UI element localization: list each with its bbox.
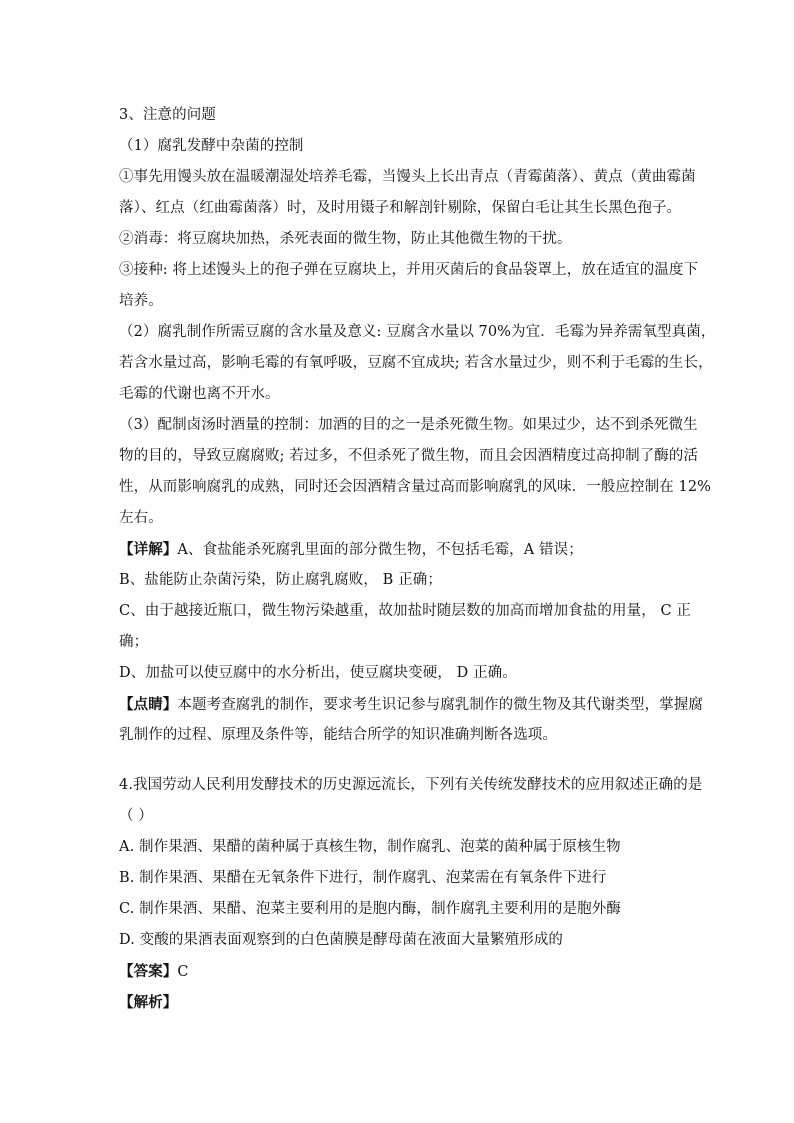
- detail-line: [119, 534, 679, 565]
- comment-tag: 【点睛】: [119, 696, 178, 713]
- analysis-line: [119, 987, 679, 1018]
- paragraph-line: 物的目的，导致豆腐腐败; 若过多，不但杀死了微生物，而且会因酒精度过高抑制了酶的活: [119, 448, 699, 464]
- answer-tag: 【答案】: [119, 963, 178, 980]
- section-gap: [119, 751, 679, 770]
- option-b: B. 制作果酒、果醋在无氧条件下进行，制作腐乳、泡菜需在有氧条件下进行: [119, 870, 607, 886]
- paragraph-line: 培养。: [119, 293, 163, 309]
- paragraph-line: 性，从而影响腐乳的成熟，同时还会因酒精含量过高而影响腐乳的风味．一般应控制在 12%: [119, 479, 712, 495]
- detail-text: A、食盐能杀死腐乳里面的部分微生物，不包括毛霉，A 错误；: [177, 542, 583, 558]
- paragraph-line: 毛霉的代谢也离不开水。: [119, 386, 280, 402]
- paragraph-line: （2）腐乳制作所需豆腐的含水量及意义: 豆腐含水量以 70%为宜．毛霉为异养需氧型真菌，: [119, 324, 716, 340]
- detail-tag: 【详解】: [119, 541, 178, 558]
- answer-line: [119, 956, 679, 987]
- paragraph-line: 左右。: [119, 510, 163, 526]
- subsection-title: （1）腐乳发酵中杂菌的控制: [119, 138, 304, 154]
- paragraph-line: ③接种: 将上述馒头上的孢子弹在豆腐块上，并用灭菌后的食品袋罩上，放在适宜的温度下: [119, 262, 699, 278]
- document-content: [119, 100, 716, 1018]
- answer-value: C: [177, 964, 189, 980]
- paragraph-line: ①事先用馒头放在温暖潮湿处培养毛霉，当馒头上长出青点（青霉菌落）、黄点（黄曲霉菌: [119, 169, 696, 185]
- section-heading: 3、注意的问题: [119, 107, 216, 123]
- detail-line: 确；: [119, 634, 149, 650]
- comment-text: 本题考查腐乳的制作，要求考生识记参与腐乳制作的微生物及其代谢类型，掌握腐: [177, 697, 704, 713]
- option-c: C. 制作果酒、果醋、泡菜主要利用的是胞内酶，制作腐乳主要利用的是胞外酶: [119, 901, 621, 917]
- analysis-tag: 【解析】: [119, 994, 178, 1011]
- question-stem: 4.我国劳动人民利用发酵技术的历史源远流长，下列有关传统发酵技术的应用叙述正确的是: [119, 777, 703, 793]
- option-a: A. 制作果酒、果醋的菌种属于真核生物，制作腐乳、泡菜的菌种属于原核生物: [119, 839, 621, 855]
- detail-line: B、盐能防止杂菌污染，防止腐乳腐败， B 正确；: [119, 572, 442, 588]
- comment-line: 乳制作的过程、原理及条件等，能结合所学的知识准确判断各选项。: [119, 727, 557, 743]
- paragraph-line: 若含水量过高，影响毛霉的有氧呼吸，豆腐不宜成块; 若含水量过少，则不利于毛霉的生长，: [119, 355, 713, 371]
- detail-line: D、加盐可以使豆腐中的水分析出，使豆腐块变硬， D 正确。: [119, 665, 517, 681]
- paragraph-line: 落）、红点（红曲霉菌落）时，及时用镊子和解剖针剔除，保留白毛让其生长黑色孢子。: [119, 200, 682, 216]
- option-d: D. 变酸的果酒表面观察到的白色菌膜是酵母菌在液面大量繁殖形成的: [119, 932, 564, 948]
- comment-line: [119, 689, 704, 720]
- question-stem: （ ）: [119, 808, 153, 824]
- detail-line: C、由于越接近瓶口，微生物污染越重，故加盐时随层数的加高而增加食盐的用量， C 正: [119, 603, 692, 619]
- paragraph-line: ②消毒：将豆腐块加热，杀死表面的微生物，防止其他微生物的干扰。: [119, 231, 572, 247]
- paragraph-line: （3）配制卤汤时酒量的控制：加酒的目的之一是杀死微生物。如果过少，达不到杀死微生: [119, 417, 698, 433]
